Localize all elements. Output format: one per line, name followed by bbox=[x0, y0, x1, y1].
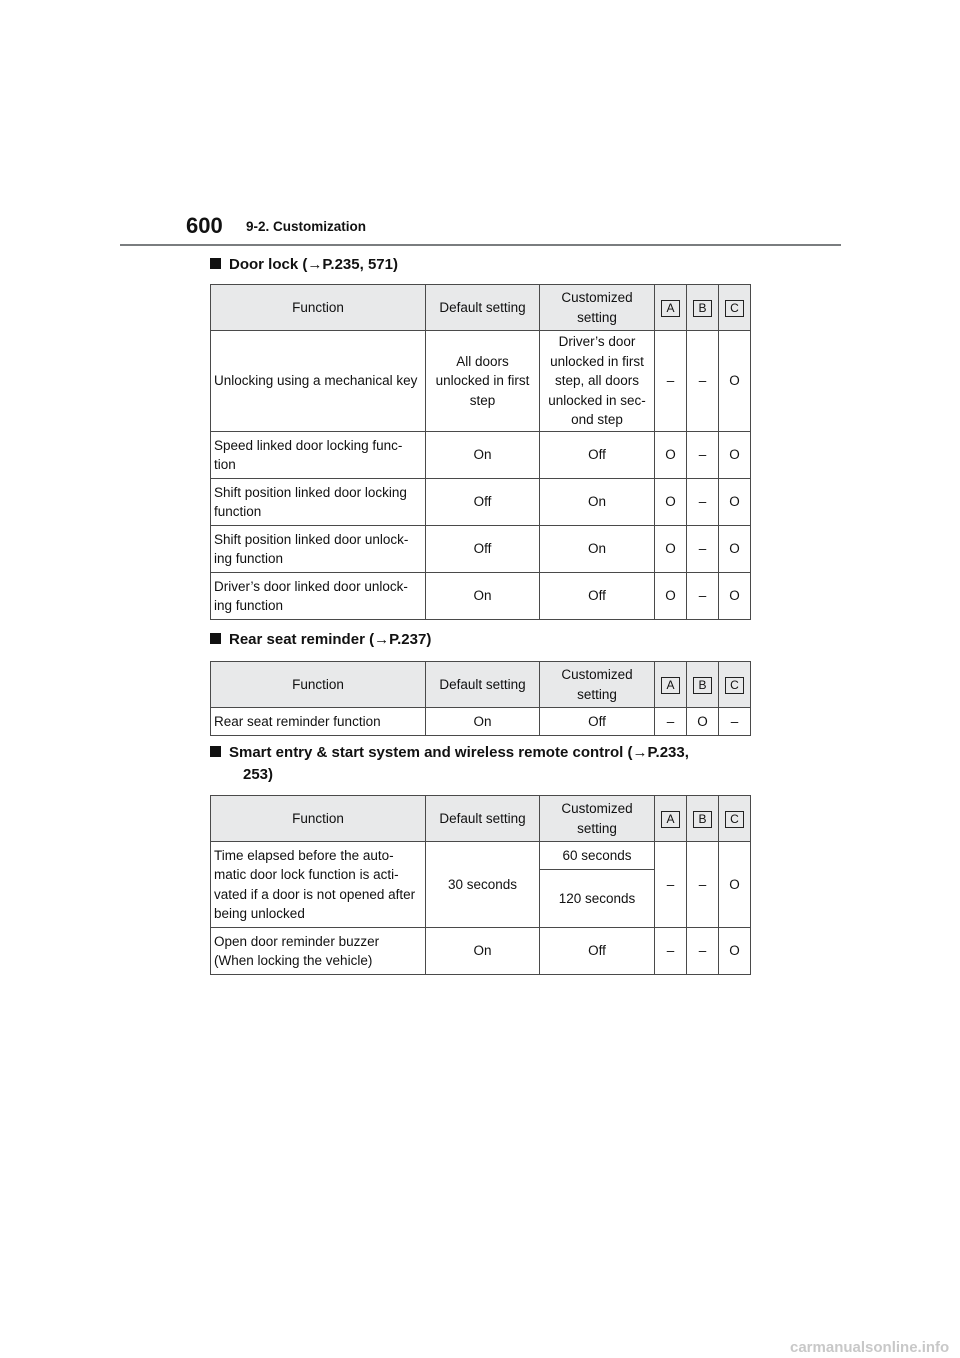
col-a bbox=[655, 662, 687, 708]
col-customized: Customized setting bbox=[540, 285, 655, 331]
section-title: 9-2. Customization bbox=[246, 219, 367, 234]
c-cell: O bbox=[719, 842, 751, 928]
door-lock-table bbox=[210, 284, 751, 620]
function-cell: Speed linked door locking func- tion bbox=[211, 432, 426, 479]
customized-cell: On bbox=[540, 479, 655, 526]
col-customized: Customized setting bbox=[540, 662, 655, 708]
customized-cell: Off bbox=[540, 432, 655, 479]
smart-entry-heading bbox=[210, 742, 689, 786]
customized-cell: Driver’s door unlocked in first step, all doors unlocked in sec- ond step bbox=[540, 331, 655, 432]
table-row bbox=[211, 526, 751, 573]
a-cell: – bbox=[655, 331, 687, 432]
function-cell: Open door reminder buzzer (When locking the vehicle) bbox=[211, 928, 426, 975]
a-cell: – bbox=[655, 842, 687, 928]
table-row bbox=[211, 708, 751, 736]
header-divider bbox=[120, 244, 841, 246]
default-cell: On bbox=[426, 573, 540, 620]
a-cell: O bbox=[655, 526, 687, 573]
badge-c: C bbox=[725, 300, 744, 317]
col-customized: Customized setting bbox=[540, 796, 655, 842]
col-c bbox=[719, 796, 751, 842]
function-cell: Rear seat reminder function bbox=[211, 708, 426, 736]
function-cell: Driver’s door linked door unlock- ing function bbox=[211, 573, 426, 620]
b-cell: – bbox=[687, 842, 719, 928]
col-function: Function bbox=[211, 796, 426, 842]
b-cell: – bbox=[687, 432, 719, 479]
b-cell: – bbox=[687, 573, 719, 620]
a-cell: – bbox=[655, 708, 687, 736]
col-c bbox=[719, 662, 751, 708]
col-default: Default setting bbox=[426, 285, 540, 331]
badge-b: B bbox=[693, 811, 712, 828]
table-header-row bbox=[211, 796, 751, 842]
col-b bbox=[687, 796, 719, 842]
default-cell: On bbox=[426, 928, 540, 975]
b-cell: – bbox=[687, 526, 719, 573]
watermark: carmanualsonline.info bbox=[790, 1339, 950, 1356]
badge-b: B bbox=[693, 677, 712, 694]
table-row bbox=[211, 842, 751, 870]
a-cell: O bbox=[655, 432, 687, 479]
col-a bbox=[655, 796, 687, 842]
c-cell: O bbox=[719, 331, 751, 432]
square-bullet-icon bbox=[210, 258, 221, 269]
c-cell: O bbox=[719, 479, 751, 526]
col-c bbox=[719, 285, 751, 331]
b-cell: – bbox=[687, 479, 719, 526]
square-bullet-icon bbox=[210, 746, 221, 757]
rear-seat-heading bbox=[210, 629, 431, 651]
badge-a: A bbox=[661, 811, 680, 828]
c-cell: O bbox=[719, 432, 751, 479]
customized-cell: 120 seconds bbox=[540, 870, 655, 928]
table-header-row bbox=[211, 285, 751, 331]
a-cell: O bbox=[655, 479, 687, 526]
col-a bbox=[655, 285, 687, 331]
b-cell: – bbox=[687, 331, 719, 432]
customized-cell: Off bbox=[540, 573, 655, 620]
table-row bbox=[211, 432, 751, 479]
default-cell: On bbox=[426, 708, 540, 736]
function-cell: Shift position linked door locking function bbox=[211, 479, 426, 526]
c-cell: O bbox=[719, 526, 751, 573]
c-cell: – bbox=[719, 708, 751, 736]
customized-cell: On bbox=[540, 526, 655, 573]
smart-entry-heading-line1: Smart entry & start system and wireless remote control (→P.233, bbox=[229, 744, 689, 761]
function-cell: Unlocking using a mechanical key bbox=[211, 331, 426, 432]
col-default: Default setting bbox=[426, 662, 540, 708]
page-number: 600 bbox=[186, 213, 223, 238]
function-cell: Shift position linked door unlock- ing function bbox=[211, 526, 426, 573]
col-b bbox=[687, 662, 719, 708]
door-lock-heading bbox=[210, 254, 398, 276]
customized-cell: Off bbox=[540, 708, 655, 736]
c-cell: O bbox=[719, 573, 751, 620]
default-cell: All doors unlocked in first step bbox=[426, 331, 540, 432]
badge-c: C bbox=[725, 811, 744, 828]
badge-b: B bbox=[693, 300, 712, 317]
col-function: Function bbox=[211, 662, 426, 708]
c-cell: O bbox=[719, 928, 751, 975]
table-row bbox=[211, 479, 751, 526]
table-header-row bbox=[211, 662, 751, 708]
col-default: Default setting bbox=[426, 796, 540, 842]
customized-cell: Off bbox=[540, 928, 655, 975]
customized-cell: 60 seconds bbox=[540, 842, 655, 870]
a-cell: – bbox=[655, 928, 687, 975]
b-cell: O bbox=[687, 708, 719, 736]
default-cell: 30 seconds bbox=[426, 842, 540, 928]
default-cell: Off bbox=[426, 479, 540, 526]
col-function: Function bbox=[211, 285, 426, 331]
table-row bbox=[211, 928, 751, 975]
door-lock-heading-text: Door lock (→P.235, 571) bbox=[229, 256, 398, 273]
smart-entry-heading-line2: 253) bbox=[243, 766, 274, 783]
default-cell: On bbox=[426, 432, 540, 479]
badge-a: A bbox=[661, 300, 680, 317]
table-row bbox=[211, 331, 751, 432]
smart-entry-table bbox=[210, 795, 751, 975]
square-bullet-icon bbox=[210, 633, 221, 644]
badge-c: C bbox=[725, 677, 744, 694]
rear-seat-heading-text: Rear seat reminder (→P.237) bbox=[229, 631, 432, 648]
b-cell: – bbox=[687, 928, 719, 975]
badge-a: A bbox=[661, 677, 680, 694]
col-b bbox=[687, 285, 719, 331]
function-cell: Time elapsed before the auto- matic door lock function is acti- vated if a door is not opened after being unlocked bbox=[211, 842, 426, 928]
rear-seat-table bbox=[210, 661, 751, 736]
default-cell: Off bbox=[426, 526, 540, 573]
table-row bbox=[211, 573, 751, 620]
a-cell: O bbox=[655, 573, 687, 620]
